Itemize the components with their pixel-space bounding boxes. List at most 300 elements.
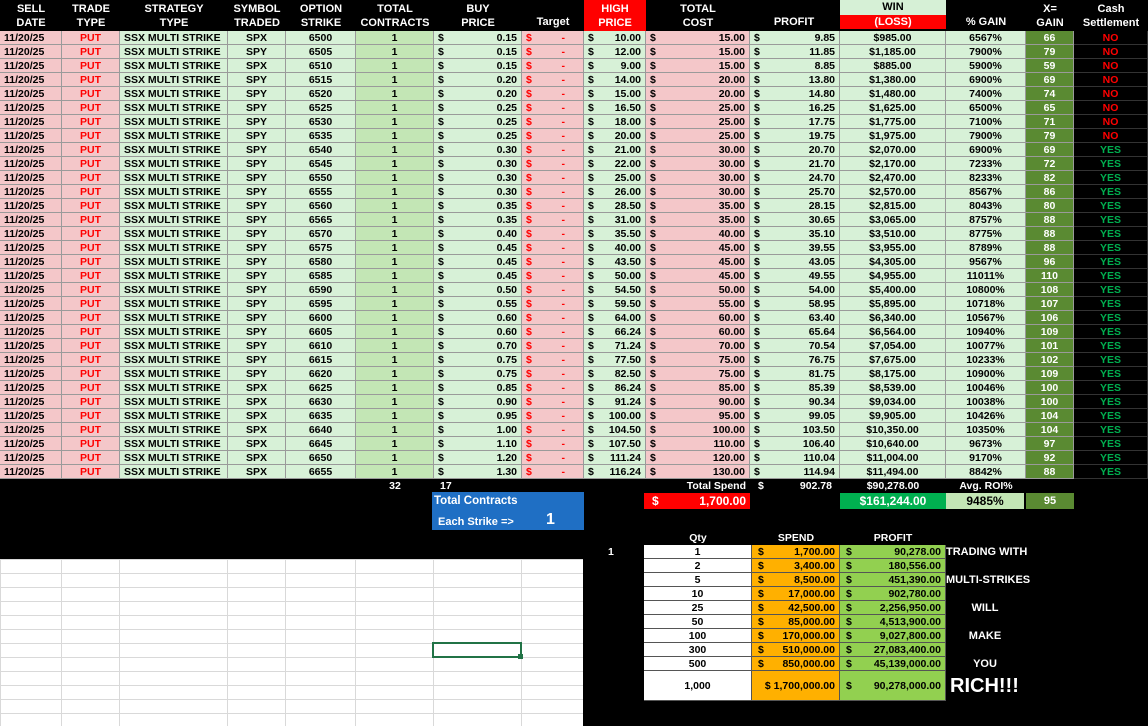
cell-strategy[interactable]: SSX MULTI STRIKE — [120, 423, 228, 437]
cell-type[interactable]: PUT — [62, 255, 120, 269]
cell-cost[interactable] — [646, 269, 750, 283]
cell-cash[interactable]: YES — [1074, 297, 1148, 311]
cell-buy[interactable] — [434, 353, 522, 367]
cell-type[interactable]: PUT — [62, 269, 120, 283]
cell-type[interactable]: PUT — [62, 283, 120, 297]
cell-type[interactable]: PUT — [62, 381, 120, 395]
cell-cost[interactable] — [646, 325, 750, 339]
cell-strike[interactable]: 6550 — [286, 171, 356, 185]
cell-profit[interactable] — [750, 101, 840, 115]
cell-x[interactable]: 88 — [1026, 465, 1074, 479]
cell-type[interactable]: PUT — [62, 423, 120, 437]
projection-profit[interactable] — [840, 545, 946, 559]
cell-symbol[interactable]: SPY — [228, 213, 286, 227]
cell-profit[interactable] — [750, 87, 840, 101]
cell-date[interactable]: 11/20/25 — [0, 171, 62, 185]
cell-contracts[interactable]: 1 — [356, 45, 434, 59]
cell-buy[interactable] — [434, 325, 522, 339]
cell-type[interactable]: PUT — [62, 73, 120, 87]
projection-qty[interactable]: 2 — [644, 559, 752, 573]
cell-date[interactable]: 11/20/25 — [0, 353, 62, 367]
cell-contracts[interactable]: 1 — [356, 171, 434, 185]
cell-buy[interactable] — [434, 227, 522, 241]
cell-type[interactable]: PUT — [62, 227, 120, 241]
cell-date[interactable]: 11/20/25 — [0, 423, 62, 437]
cell-target[interactable] — [522, 101, 584, 115]
cell-strategy[interactable]: SSX MULTI STRIKE — [120, 255, 228, 269]
cell-cost[interactable] — [646, 283, 750, 297]
cell-gain[interactable]: 11011% — [946, 269, 1026, 283]
cell-profit[interactable] — [750, 115, 840, 129]
cell-strike[interactable]: 6575 — [286, 241, 356, 255]
cell-strategy[interactable]: SSX MULTI STRIKE — [120, 185, 228, 199]
projection-spend[interactable] — [752, 587, 840, 601]
cell-high[interactable] — [584, 115, 646, 129]
cell-buy[interactable] — [434, 73, 522, 87]
cell-symbol[interactable]: SPX — [228, 409, 286, 423]
cell-buy[interactable] — [434, 157, 522, 171]
cell-win[interactable]: $7,054.00 — [840, 339, 946, 353]
cell-cost[interactable] — [646, 101, 750, 115]
cell-type[interactable]: PUT — [62, 465, 120, 479]
cell-high[interactable] — [584, 269, 646, 283]
cell-cost[interactable] — [646, 143, 750, 157]
projection-profit[interactable] — [840, 615, 946, 629]
cell-strike[interactable]: 6565 — [286, 213, 356, 227]
cell-contracts[interactable]: 1 — [356, 129, 434, 143]
cell-buy[interactable] — [434, 31, 522, 45]
cell-contracts[interactable]: 1 — [356, 409, 434, 423]
cell-gain[interactable]: 6900% — [946, 143, 1026, 157]
cell-strategy[interactable]: SSX MULTI STRIKE — [120, 31, 228, 45]
cell-buy[interactable] — [434, 171, 522, 185]
cell-contracts[interactable]: 1 — [356, 213, 434, 227]
cell-x[interactable]: 109 — [1026, 367, 1074, 381]
cell-contracts[interactable]: 1 — [356, 157, 434, 171]
cell-strategy[interactable]: SSX MULTI STRIKE — [120, 465, 228, 479]
cell-strike[interactable]: 6600 — [286, 311, 356, 325]
cell-win[interactable]: $1,185.00 — [840, 45, 946, 59]
cell-cost[interactable] — [646, 255, 750, 269]
projection-qty[interactable]: 25 — [644, 601, 752, 615]
cell-symbol[interactable]: SPY — [228, 367, 286, 381]
cell-type[interactable]: PUT — [62, 297, 120, 311]
cell-date[interactable]: 11/20/25 — [0, 339, 62, 353]
cell-strategy[interactable]: SSX MULTI STRIKE — [120, 367, 228, 381]
cell-cost[interactable] — [646, 437, 750, 451]
cell-buy[interactable] — [434, 269, 522, 283]
cell-target[interactable] — [522, 325, 584, 339]
cell-win[interactable]: $2,170.00 — [840, 157, 946, 171]
cell-cost[interactable] — [646, 465, 750, 479]
cell-buy[interactable] — [434, 101, 522, 115]
cell-cash[interactable]: NO — [1074, 101, 1148, 115]
cell-contracts[interactable]: 1 — [356, 381, 434, 395]
cell-target[interactable] — [522, 437, 584, 451]
cell-x[interactable]: 82 — [1026, 171, 1074, 185]
projection-qty[interactable]: 50 — [644, 615, 752, 629]
cell-buy[interactable] — [434, 381, 522, 395]
projection-qty[interactable]: 100 — [644, 629, 752, 643]
cell-date[interactable]: 11/20/25 — [0, 73, 62, 87]
cell-cost[interactable] — [646, 87, 750, 101]
cell-cash[interactable]: YES — [1074, 143, 1148, 157]
cell-high[interactable] — [584, 227, 646, 241]
cell-strategy[interactable]: SSX MULTI STRIKE — [120, 45, 228, 59]
cell-type[interactable]: PUT — [62, 59, 120, 73]
cell-contracts[interactable]: 1 — [356, 423, 434, 437]
cell-strategy[interactable]: SSX MULTI STRIKE — [120, 381, 228, 395]
cell-strategy[interactable]: SSX MULTI STRIKE — [120, 213, 228, 227]
cell-profit[interactable] — [750, 297, 840, 311]
cell-profit[interactable] — [750, 437, 840, 451]
cell-date[interactable]: 11/20/25 — [0, 367, 62, 381]
cell-profit[interactable] — [750, 45, 840, 59]
cell-gain[interactable]: 10567% — [946, 311, 1026, 325]
cell-contracts[interactable]: 1 — [356, 325, 434, 339]
cell-high[interactable] — [584, 437, 646, 451]
cell-profit[interactable] — [750, 423, 840, 437]
cell-date[interactable]: 11/20/25 — [0, 59, 62, 73]
cell-x[interactable]: 110 — [1026, 269, 1074, 283]
cell-win[interactable]: $10,640.00 — [840, 437, 946, 451]
cell-win[interactable]: $4,305.00 — [840, 255, 946, 269]
cell-strike[interactable]: 6590 — [286, 283, 356, 297]
cell-win[interactable]: $3,955.00 — [840, 241, 946, 255]
cell-profit[interactable] — [750, 395, 840, 409]
cell-x[interactable]: 97 — [1026, 437, 1074, 451]
cell-profit[interactable] — [750, 465, 840, 479]
cell-target[interactable] — [522, 73, 584, 87]
cell-symbol[interactable]: SPY — [228, 353, 286, 367]
cell-x[interactable]: 79 — [1026, 129, 1074, 143]
cell-win[interactable]: $1,480.00 — [840, 87, 946, 101]
projection-spend[interactable] — [752, 559, 840, 573]
cell-cost[interactable] — [646, 59, 750, 73]
cell-symbol[interactable]: SPY — [228, 73, 286, 87]
cell-win[interactable]: $3,065.00 — [840, 213, 946, 227]
cell-buy[interactable] — [434, 255, 522, 269]
cell-gain[interactable]: 8775% — [946, 227, 1026, 241]
cell-symbol[interactable]: SPY — [228, 255, 286, 269]
cell-date[interactable]: 11/20/25 — [0, 297, 62, 311]
cell-cost[interactable] — [646, 185, 750, 199]
cell-cost[interactable] — [646, 31, 750, 45]
cell-strategy[interactable]: SSX MULTI STRIKE — [120, 241, 228, 255]
cell-gain[interactable]: 8757% — [946, 213, 1026, 227]
cell-high[interactable] — [584, 171, 646, 185]
cell-cash[interactable]: YES — [1074, 395, 1148, 409]
cell-high[interactable] — [584, 409, 646, 423]
cell-buy[interactable] — [434, 199, 522, 213]
cell-type[interactable]: PUT — [62, 87, 120, 101]
cell-contracts[interactable]: 1 — [356, 199, 434, 213]
cell-strike[interactable]: 6520 — [286, 87, 356, 101]
cell-symbol[interactable]: SPY — [228, 129, 286, 143]
projection-spend[interactable] — [752, 629, 840, 643]
projection-qty[interactable]: 1 — [644, 545, 752, 559]
cell-x[interactable]: 59 — [1026, 59, 1074, 73]
cell-contracts[interactable]: 1 — [356, 255, 434, 269]
cell-cost[interactable] — [646, 115, 750, 129]
fill-handle[interactable] — [518, 654, 523, 659]
cell-symbol[interactable]: SPY — [228, 269, 286, 283]
cell-strategy[interactable]: SSX MULTI STRIKE — [120, 101, 228, 115]
cell-date[interactable]: 11/20/25 — [0, 311, 62, 325]
cell-cash[interactable]: NO — [1074, 87, 1148, 101]
cell-cost[interactable] — [646, 409, 750, 423]
cell-symbol[interactable]: SPY — [228, 339, 286, 353]
cell-strike[interactable]: 6535 — [286, 129, 356, 143]
cell-buy[interactable] — [434, 367, 522, 381]
cell-contracts[interactable]: 1 — [356, 437, 434, 451]
cell-date[interactable]: 11/20/25 — [0, 129, 62, 143]
cell-cash[interactable]: YES — [1074, 353, 1148, 367]
cell-target[interactable] — [522, 423, 584, 437]
cell-symbol[interactable]: SPX — [228, 423, 286, 437]
cell-strategy[interactable]: SSX MULTI STRIKE — [120, 311, 228, 325]
cell-x[interactable]: 96 — [1026, 255, 1074, 269]
projection-profit[interactable] — [840, 559, 946, 573]
cell-buy[interactable] — [434, 185, 522, 199]
cell-cost[interactable] — [646, 227, 750, 241]
cell-type[interactable]: PUT — [62, 353, 120, 367]
cell-win[interactable]: $2,070.00 — [840, 143, 946, 157]
cell-gain[interactable]: 6900% — [946, 73, 1026, 87]
cell-profit[interactable] — [750, 255, 840, 269]
cell-target[interactable] — [522, 241, 584, 255]
cell-win[interactable]: $2,815.00 — [840, 199, 946, 213]
cell-profit[interactable] — [750, 381, 840, 395]
cell-target[interactable] — [522, 87, 584, 101]
cell-cost[interactable] — [646, 157, 750, 171]
cell-target[interactable] — [522, 381, 584, 395]
cell-profit[interactable] — [750, 311, 840, 325]
cell-strategy[interactable]: SSX MULTI STRIKE — [120, 325, 228, 339]
cell-gain[interactable]: 8043% — [946, 199, 1026, 213]
cell-strategy[interactable]: SSX MULTI STRIKE — [120, 283, 228, 297]
cell-cash[interactable]: YES — [1074, 199, 1148, 213]
cell-contracts[interactable]: 1 — [356, 339, 434, 353]
cell-contracts[interactable]: 1 — [356, 311, 434, 325]
cell-cash[interactable]: YES — [1074, 423, 1148, 437]
projection-qty[interactable]: 300 — [644, 643, 752, 657]
cell-high[interactable] — [584, 423, 646, 437]
cell-x[interactable]: 79 — [1026, 45, 1074, 59]
cell-cost[interactable] — [646, 213, 750, 227]
cell-cash[interactable]: YES — [1074, 437, 1148, 451]
cell-strike[interactable]: 6655 — [286, 465, 356, 479]
cell-symbol[interactable]: SPY — [228, 283, 286, 297]
cell-profit[interactable] — [750, 269, 840, 283]
cell-win[interactable]: $5,400.00 — [840, 283, 946, 297]
cell-profit[interactable] — [750, 185, 840, 199]
cell-strike[interactable]: 6530 — [286, 115, 356, 129]
cell-profit[interactable] — [750, 451, 840, 465]
cell-gain[interactable]: 10900% — [946, 367, 1026, 381]
cell-type[interactable]: PUT — [62, 171, 120, 185]
cell-x[interactable]: 107 — [1026, 297, 1074, 311]
cell-symbol[interactable]: SPY — [228, 325, 286, 339]
cell-cash[interactable]: NO — [1074, 59, 1148, 73]
cell-type[interactable]: PUT — [62, 325, 120, 339]
cell-gain[interactable]: 8842% — [946, 465, 1026, 479]
cell-high[interactable] — [584, 297, 646, 311]
cell-contracts[interactable]: 1 — [356, 143, 434, 157]
cell-gain[interactable]: 7400% — [946, 87, 1026, 101]
cell-symbol[interactable]: SPX — [228, 381, 286, 395]
cell-symbol[interactable]: SPY — [228, 87, 286, 101]
cell-gain[interactable]: 10350% — [946, 423, 1026, 437]
cell-buy[interactable] — [434, 59, 522, 73]
cell-win[interactable]: $2,470.00 — [840, 171, 946, 185]
cell-target[interactable] — [522, 297, 584, 311]
cell-profit[interactable] — [750, 339, 840, 353]
cell-high[interactable] — [584, 283, 646, 297]
cell-target[interactable] — [522, 45, 584, 59]
cell-cash[interactable]: YES — [1074, 171, 1148, 185]
cell-buy[interactable] — [434, 143, 522, 157]
cell-type[interactable]: PUT — [62, 339, 120, 353]
cell-profit[interactable] — [750, 241, 840, 255]
cell-x[interactable]: 80 — [1026, 199, 1074, 213]
cell-target[interactable] — [522, 451, 584, 465]
cell-strike[interactable]: 6540 — [286, 143, 356, 157]
cell-strike[interactable]: 6620 — [286, 367, 356, 381]
cell-strategy[interactable]: SSX MULTI STRIKE — [120, 269, 228, 283]
cell-date[interactable]: 11/20/25 — [0, 157, 62, 171]
cell-strike[interactable]: 6650 — [286, 451, 356, 465]
cell-target[interactable] — [522, 171, 584, 185]
cell-symbol[interactable]: SPY — [228, 241, 286, 255]
cell-contracts[interactable]: 1 — [356, 241, 434, 255]
cell-cost[interactable] — [646, 451, 750, 465]
cell-gain[interactable]: 5900% — [946, 59, 1026, 73]
cell-gain[interactable]: 8789% — [946, 241, 1026, 255]
cell-cash[interactable]: YES — [1074, 451, 1148, 465]
cell-strike[interactable]: 6505 — [286, 45, 356, 59]
projection-spend[interactable] — [752, 545, 840, 559]
cell-strategy[interactable]: SSX MULTI STRIKE — [120, 395, 228, 409]
cell-cash[interactable]: YES — [1074, 311, 1148, 325]
cell-high[interactable] — [584, 73, 646, 87]
cell-high[interactable] — [584, 87, 646, 101]
cell-type[interactable]: PUT — [62, 367, 120, 381]
cell-high[interactable] — [584, 367, 646, 381]
cell-target[interactable] — [522, 185, 584, 199]
cell-x[interactable]: 69 — [1026, 143, 1074, 157]
cell-x[interactable]: 100 — [1026, 381, 1074, 395]
cell-cash[interactable]: YES — [1074, 367, 1148, 381]
cell-strategy[interactable]: SSX MULTI STRIKE — [120, 115, 228, 129]
cell-high[interactable] — [584, 45, 646, 59]
cell-high[interactable] — [584, 339, 646, 353]
cell-cost[interactable] — [646, 171, 750, 185]
cell-high[interactable] — [584, 143, 646, 157]
cell-cost[interactable] — [646, 297, 750, 311]
cell-cash[interactable]: YES — [1074, 325, 1148, 339]
cell-contracts[interactable]: 1 — [356, 115, 434, 129]
cell-type[interactable]: PUT — [62, 101, 120, 115]
cell-gain[interactable]: 10038% — [946, 395, 1026, 409]
cell-high[interactable] — [584, 157, 646, 171]
cell-cost[interactable] — [646, 353, 750, 367]
cell-contracts[interactable]: 1 — [356, 465, 434, 479]
cell-cash[interactable]: YES — [1074, 283, 1148, 297]
cell-profit[interactable] — [750, 31, 840, 45]
cell-cost[interactable] — [646, 199, 750, 213]
cell-profit[interactable] — [750, 157, 840, 171]
cell-type[interactable]: PUT — [62, 395, 120, 409]
cell-date[interactable]: 11/20/25 — [0, 409, 62, 423]
cell-type[interactable]: PUT — [62, 143, 120, 157]
cell-symbol[interactable]: SPX — [228, 31, 286, 45]
cell-cash[interactable]: YES — [1074, 241, 1148, 255]
cell-high[interactable] — [584, 59, 646, 73]
cell-win[interactable]: $6,564.00 — [840, 325, 946, 339]
cell-type[interactable]: PUT — [62, 437, 120, 451]
cell-date[interactable]: 11/20/25 — [0, 451, 62, 465]
cell-strike[interactable]: 6595 — [286, 297, 356, 311]
cell-win[interactable]: $9,905.00 — [840, 409, 946, 423]
cell-buy[interactable] — [434, 451, 522, 465]
cell-strategy[interactable]: SSX MULTI STRIKE — [120, 59, 228, 73]
cell-high[interactable] — [584, 199, 646, 213]
each-strike-value[interactable]: 1 — [546, 511, 555, 528]
cell-buy[interactable] — [434, 283, 522, 297]
cell-profit[interactable] — [750, 353, 840, 367]
cell-target[interactable] — [522, 465, 584, 479]
cell-target[interactable] — [522, 367, 584, 381]
cell-profit[interactable] — [750, 409, 840, 423]
cell-date[interactable]: 11/20/25 — [0, 465, 62, 479]
cell-x[interactable]: 88 — [1026, 227, 1074, 241]
cell-buy[interactable] — [434, 311, 522, 325]
cell-contracts[interactable]: 1 — [356, 367, 434, 381]
projection-spend[interactable] — [752, 615, 840, 629]
cell-contracts[interactable]: 1 — [356, 297, 434, 311]
cell-profit[interactable] — [750, 367, 840, 381]
cell-x[interactable]: 102 — [1026, 353, 1074, 367]
cell-target[interactable] — [522, 255, 584, 269]
cell-x[interactable]: 92 — [1026, 451, 1074, 465]
cell-buy[interactable] — [434, 465, 522, 479]
cell-target[interactable] — [522, 339, 584, 353]
projection-spend[interactable] — [752, 601, 840, 615]
cell-cost[interactable] — [646, 423, 750, 437]
cell-high[interactable] — [584, 465, 646, 479]
projection-spend[interactable] — [752, 573, 840, 587]
projection-profit[interactable] — [840, 629, 946, 643]
cell-strike[interactable]: 6570 — [286, 227, 356, 241]
cell-cost[interactable] — [646, 339, 750, 353]
cell-win[interactable]: $8,175.00 — [840, 367, 946, 381]
cell-contracts[interactable]: 1 — [356, 31, 434, 45]
cell-cash[interactable]: YES — [1074, 255, 1148, 269]
cell-symbol[interactable]: SPY — [228, 199, 286, 213]
cell-strategy[interactable]: SSX MULTI STRIKE — [120, 129, 228, 143]
cell-symbol[interactable]: SPY — [228, 297, 286, 311]
cell-target[interactable] — [522, 283, 584, 297]
cell-profit[interactable] — [750, 59, 840, 73]
cell-win[interactable]: $1,775.00 — [840, 115, 946, 129]
cell-high[interactable] — [584, 255, 646, 269]
cell-date[interactable]: 11/20/25 — [0, 185, 62, 199]
cell-symbol[interactable]: SPX — [228, 59, 286, 73]
cell-type[interactable]: PUT — [62, 409, 120, 423]
cell-gain[interactable]: 10077% — [946, 339, 1026, 353]
cell-date[interactable]: 11/20/25 — [0, 283, 62, 297]
